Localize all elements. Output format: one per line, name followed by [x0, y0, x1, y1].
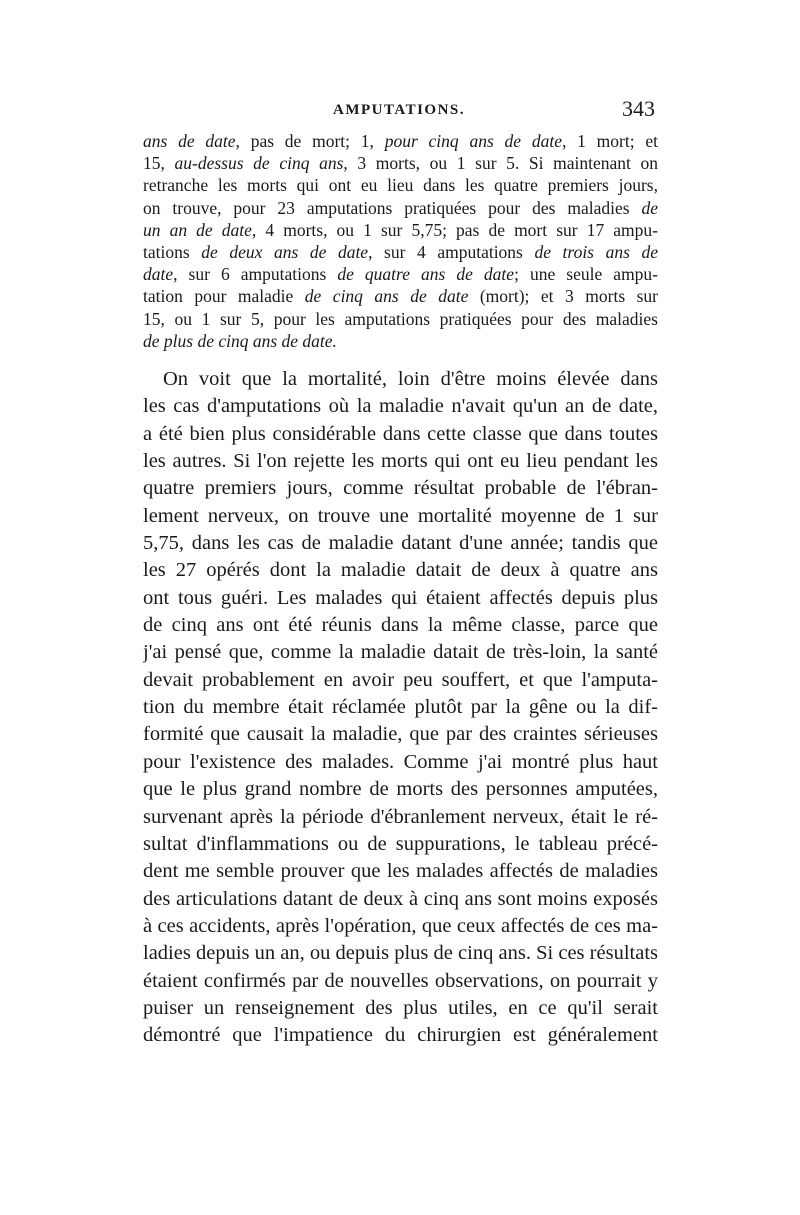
text-run: (mort); et 3 morts sur [468, 286, 658, 307]
body-text-line: démontré que l'impatience du chirurgien est généralement [143, 1024, 658, 1047]
italic-text-run: de [641, 197, 658, 218]
body-text-line: 5,75, dans les cas de maladie datant d'une année; tandis que [143, 532, 658, 555]
italic-text-run: date [143, 264, 174, 285]
text-run: retranche les morts qui ont eu lieu dans les quatre premiers jours, [143, 175, 658, 196]
body-text-line: j'ai pensé que, comme la maladie datait de très-loin, la santé [143, 641, 658, 664]
body-text-line: dent me semble prouver que les malades affectés de maladies [143, 860, 658, 883]
text-run: 1 mort; et [566, 131, 658, 151]
body-text-line: lement nerveux, on trouve une mortalité moyenne de 1 sur [143, 504, 658, 527]
text-run: ; une seule ampu- [514, 264, 658, 285]
small-print-paragraph [143, 130, 658, 352]
body-text-line: devait probablement en avoir peu souffert, et que l'amputa- [143, 668, 658, 691]
body-text-line: a été bien plus considérable dans cette classe que dans toutes [143, 422, 658, 445]
text-run: 15, [143, 153, 175, 174]
italic-text-run: de cinq ans de date [304, 286, 469, 307]
text-run: on trouve, pour 23 amputations pratiquées pour des maladies [143, 197, 642, 218]
text-run: , sur 6 amputations [173, 264, 338, 285]
italic-text-run: ans de date, [143, 131, 240, 151]
body-text-line: les cas d'amputations où la maladie n'avait qu'un an de date, [143, 395, 658, 418]
italic-text-run: au-dessus de cinq ans [174, 153, 344, 174]
small-text-line [143, 219, 658, 241]
text-run: 15, ou 1 sur 5, pour les amputations pratiquées pour des maladies [143, 308, 658, 329]
body-text-line: étaient confirmés par de nouvelles observations, on pourrait y [143, 969, 658, 992]
text-run: pas de mort; 1, [239, 131, 385, 151]
running-title: AMPUTATIONS. [332, 102, 466, 118]
body-text-line: que le plus grand nombre de morts des personnes amputées, [143, 778, 658, 801]
body-text-line: pour l'existence des malades. Comme j'ai montré plus haut [143, 750, 658, 773]
italic-text-run: de quatre ans de date [337, 264, 515, 285]
text-run: , sur 4 amputations [368, 241, 535, 262]
small-text-line [143, 308, 658, 330]
text-run: tations [143, 241, 202, 262]
body-text-line: survenant après la période d'ébranlement nerveux, était le ré- [143, 805, 658, 828]
body-paragraph [143, 366, 658, 1050]
body-text-line: les 27 opérés dont la maladie datait de deux à quatre ans [143, 559, 658, 582]
italic-text-run: un an de date, [143, 219, 257, 240]
small-text-line [143, 152, 658, 174]
body-text-line: ont tous guéri. Les malades qui étaient affectés depuis plus [143, 586, 658, 609]
small-text-line [143, 130, 658, 152]
small-text-line [143, 263, 658, 285]
text-run: 4 morts, ou 1 sur 5,75; pas de mort sur 17 ampu- [256, 219, 658, 240]
page-number: 343 [622, 96, 655, 121]
small-text-line [143, 330, 658, 352]
text-run: tation pour maladie [143, 286, 305, 307]
italic-text-run: de deux ans de date [201, 241, 369, 262]
body-text-line: ladies depuis un an, ou depuis plus de cinq ans. Si ces résultats [143, 942, 658, 965]
small-text-line [143, 197, 658, 219]
body-text-line: tion du membre était réclamée plutôt par la gêne ou la dif- [143, 696, 658, 719]
running-head [143, 96, 655, 128]
small-text-line [143, 285, 658, 307]
italic-text-run: pour cinq ans de date, [384, 131, 567, 151]
small-text-line [143, 174, 658, 196]
text-run: , 3 morts, ou 1 sur 5. Si maintenant on [343, 153, 658, 174]
body-text-line: On voit que la mortalité, loin d'être moins élevée dans [163, 368, 658, 390]
body-text-line: quatre premiers jours, comme résultat probable de l'ébran- [143, 477, 658, 500]
body-text-line: sultat d'inflammations ou de suppurations, le tableau précé- [143, 832, 658, 855]
body-text-line: formité que causait la maladie, que par des craintes sérieuses [143, 723, 658, 746]
body-text-line: les autres. Si l'on rejette les morts qui ont eu lieu pendant les [143, 450, 658, 473]
italic-text-run: de trois ans de [534, 241, 658, 262]
italic-text-run: de plus de cinq ans de date. [143, 330, 337, 351]
body-text-line: puiser un renseignement des plus utiles, en ce qu'il serait [143, 996, 658, 1019]
body-text-line: de cinq ans ont été réunis dans la même classe, parce que [143, 614, 658, 637]
body-text-line: des articulations datant de deux à cinq ans sont moins exposés [143, 887, 658, 910]
body-text-line: à ces accidents, après l'opération, que ceux affectés de ces ma- [143, 914, 658, 937]
small-text-line [143, 241, 658, 263]
